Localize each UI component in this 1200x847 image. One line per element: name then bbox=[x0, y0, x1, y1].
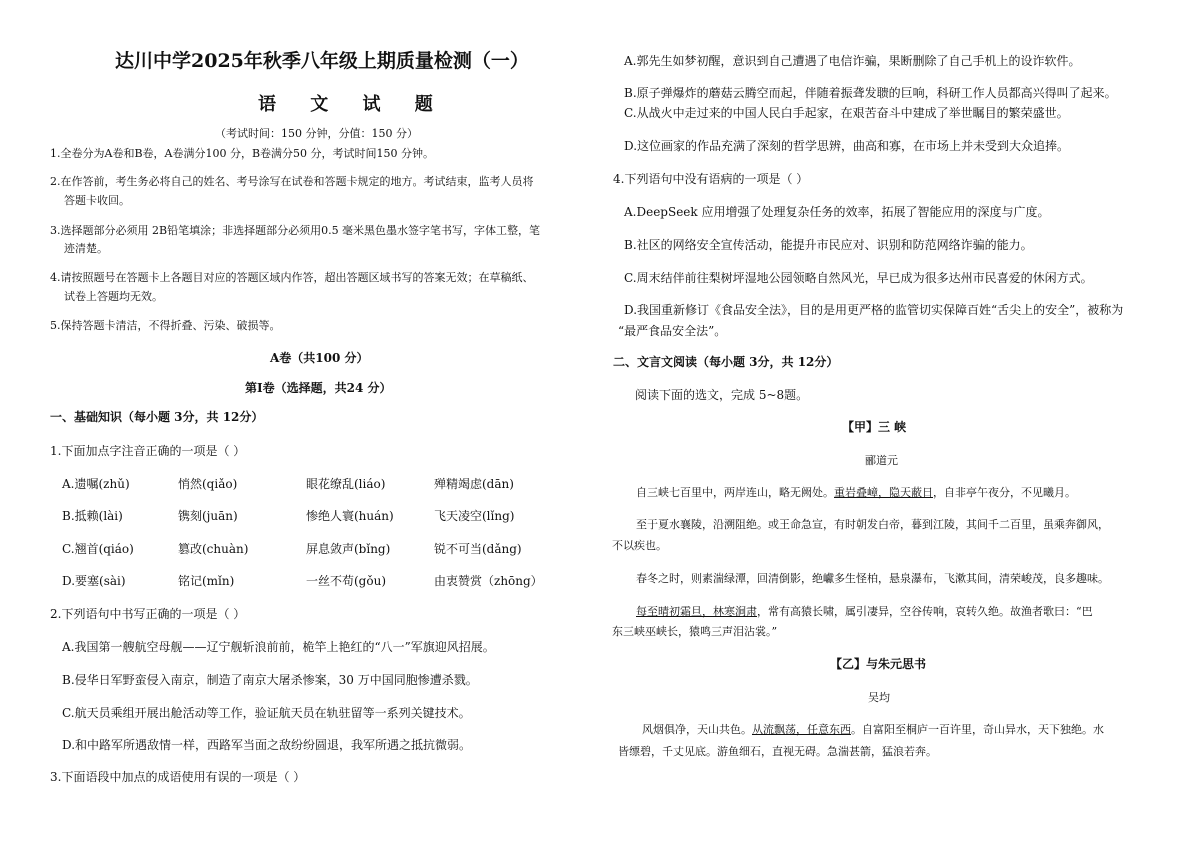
q4-stem: 4.下列语句中没有语病的一项是（ ） bbox=[613, 172, 809, 186]
exam-meta: （考试时间：150 分钟，分值：150 分） bbox=[215, 127, 418, 140]
part1-heading: 第Ⅰ卷（选择题，共24 分） bbox=[245, 381, 392, 395]
q1-d-2: 铭记(mǐn) bbox=[178, 574, 235, 588]
q1-c-3: 屏息敛声(bǐng) bbox=[306, 542, 391, 556]
yi-paragraph-1 bbox=[642, 724, 1104, 735]
jia-paragraph-4 bbox=[636, 606, 1093, 617]
q1-c-2: 篡改(chuàn) bbox=[178, 542, 249, 556]
yi-author: 吴均 bbox=[868, 691, 890, 704]
jia-paragraph-2-cont: 不以疾也。 bbox=[612, 539, 667, 552]
jia-p4-underlined: 每至晴初霜旦，林寒涧肃 bbox=[636, 605, 757, 618]
jia-paragraph-3: 春冬之时，则素湍绿潭，回清倒影，绝巘多生怪柏，悬泉瀑布，飞漱其间，清荣峻茂，良多趣味。 bbox=[636, 572, 1109, 585]
exam-title: 达川中学2025年秋季八年级上期质量检测（一） bbox=[115, 50, 529, 72]
q1-d-4: 由衷赞赏（zhōng） bbox=[434, 574, 543, 588]
q3-option-a: A.郭先生如梦初醒，意识到自己遭遇了电信诈骗，果断删除了自己手机上的设诈软件。 bbox=[624, 54, 1081, 68]
q1-b-3: 惨绝人寰(huán) bbox=[306, 509, 394, 523]
note-4-cont: 试卷上答题均无效。 bbox=[64, 290, 163, 303]
jia-author: 郦道元 bbox=[865, 454, 898, 467]
jia-paragraph-2: 至于夏水襄陵，沿溯阻绝。或王命急宣，有时朝发白帝，暮到江陵，其间千二百里，虽乘奔御风， bbox=[636, 518, 1109, 531]
note-5: 5.保持答题卡清洁，不得折叠、污染、破损等。 bbox=[50, 319, 281, 332]
q1-c-4: 锐不可当(dǎng) bbox=[434, 542, 522, 556]
yi-p1-text-b: 。自富阳至桐庐一百许里，奇山异水，天下独绝。水 bbox=[851, 723, 1104, 736]
note-3-cont: 迹清楚。 bbox=[64, 242, 108, 255]
q4-option-d: D.我国重新修订《食品安全法》，目的是用更严格的监管切实保障百姓“舌尖上的安全”，被称为 bbox=[624, 303, 1124, 317]
q3-option-b: B.原子弹爆炸的蘑菇云腾空而起，伴随着振聋发聩的巨响，科研工作人员都高兴得叫了起来。 bbox=[624, 86, 1117, 100]
q1-a-3: 眼花缭乱(liáo) bbox=[306, 477, 386, 491]
note-1: 1.全卷分为A卷和B卷，A卷满分100 分，B卷满分50 分，考试时间150 分钟。 bbox=[50, 147, 435, 160]
q1-a-2: 悄然(qiǎo) bbox=[178, 477, 238, 491]
jia-p1-text-b: ，自非亭午夜分，不见曦月。 bbox=[933, 486, 1076, 499]
a-volume-heading: A卷（共100 分） bbox=[270, 351, 369, 365]
q2-option-c: C.航天员乘组开展出舱活动等工作，验证航天员在轨驻留等一系列关键技术。 bbox=[62, 706, 471, 720]
q1-b-1: B.抵赖(lài) bbox=[62, 509, 123, 523]
q3-option-d: D.这位画家的作品充满了深刻的哲学思辨，曲高和寡，在市场上并未受到大众追捧。 bbox=[624, 139, 1070, 153]
basic-heading: 一、基础知识（每小题 3分，共 12分） bbox=[50, 410, 264, 424]
yi-p1-text-a: 风烟俱净，天山共色。 bbox=[642, 723, 752, 736]
q2-stem: 2.下列语句中书写正确的一项是（ ） bbox=[50, 607, 246, 621]
q1-b-4: 飞天凌空(lǐng) bbox=[434, 509, 515, 523]
q4-option-b: B.社区的网络安全宣传活动，能提升市民应对、识别和防范网络诈骗的能力。 bbox=[624, 238, 1033, 252]
q4-option-c: C.周末结伴前往梨树坪湿地公园领略自然风光，早已成为很多达州市民喜爱的休闲方式。 bbox=[624, 271, 1093, 285]
q1-a-1: A.遗嘱(zhǔ) bbox=[62, 477, 130, 491]
classical-intro: 阅读下面的选文，完成 5~8题。 bbox=[635, 388, 809, 402]
q1-a-4: 殚精竭虑(dān) bbox=[434, 477, 514, 491]
subject-title: 语 文 试 题 bbox=[258, 94, 447, 115]
jia-p4-text-a: ，常有高猿长啸，属引凄异，空谷传响，哀转久绝。故渔者歌曰：“巴 bbox=[757, 605, 1093, 618]
q2-option-a: A.我国第一艘航空母舰——辽宁舰斩浪前前，桅竿上艳红的“八一”军旗迎风招展。 bbox=[62, 640, 495, 654]
jia-title: 【甲】三 峡 bbox=[842, 420, 907, 434]
q2-option-d: D.和中路军所遇敌情一样，西路军当面之敌纷纷圆退，我军所遇之抵抗微弱。 bbox=[62, 738, 472, 752]
q4-option-a: A.DeepSeek 应用增强了处理复杂任务的效率，拓展了智能应用的深度与广度。 bbox=[624, 205, 1050, 219]
yi-title: 【乙】与朱元思书 bbox=[830, 657, 927, 671]
jia-p1-underlined: 重岩叠嶂，隐天蔽日 bbox=[834, 486, 933, 499]
q4-option-d-cont: “最严食品安全法”。 bbox=[618, 324, 727, 338]
q1-b-2: 镌刻(juān) bbox=[178, 509, 238, 523]
classical-heading: 二、文言文阅读（每小题 3分，共 12分） bbox=[613, 355, 839, 369]
q1-d-1: D.要塞(sài) bbox=[62, 574, 126, 588]
q1-stem: 1.下面加点字注音正确的一项是（ ） bbox=[50, 444, 246, 458]
jia-paragraph-1 bbox=[636, 487, 1076, 498]
q3-option-c: C.从战火中走过来的中国人民白手起家，在艰苦奋斗中建成了举世瞩目的繁荣盛世。 bbox=[624, 106, 1069, 120]
q1-d-3: 一丝不苟(gǒu) bbox=[306, 574, 386, 588]
note-3: 3.选择题部分必须用 2B铅笔填涂；非选择题部分必须用0.5 毫米黑色墨水签字笔书写，字体工整，笔 bbox=[50, 224, 541, 237]
q2-option-b: B.侵华日军野蛮侵入南京，制造了南京大屠杀惨案，30 万中国同胞惨遭杀戮。 bbox=[62, 673, 478, 687]
note-2: 2.在作答前，考生务必将自己的姓名、考号涂写在试卷和答题卡规定的地方。考试结束，监考人员将 bbox=[50, 175, 534, 188]
yi-paragraph-2: 皆缥碧，千丈见底。游鱼细石，直视无碍。急湍甚箭，猛浪若奔。 bbox=[618, 745, 937, 758]
note-4: 4.请按照题号在答题卡上各题目对应的答题区域内作答，超出答题区域书写的答案无效；在草稿纸、 bbox=[50, 271, 534, 284]
jia-p1-text-a: 自三峡七百里中，两岸连山，略无阙处。 bbox=[636, 486, 834, 499]
q3-stem: 3.下面语段中加点的成语使用有误的一项是（ ） bbox=[50, 770, 306, 784]
q1-c-1: C.翘首(qiáo) bbox=[62, 542, 134, 556]
note-2-cont: 答题卡收回。 bbox=[64, 194, 130, 207]
jia-paragraph-4-cont: 东三峡巫峡长，猿鸣三声泪沾裳。” bbox=[612, 625, 778, 638]
yi-p1-underlined: 从流飘荡，任意东西 bbox=[752, 723, 851, 736]
